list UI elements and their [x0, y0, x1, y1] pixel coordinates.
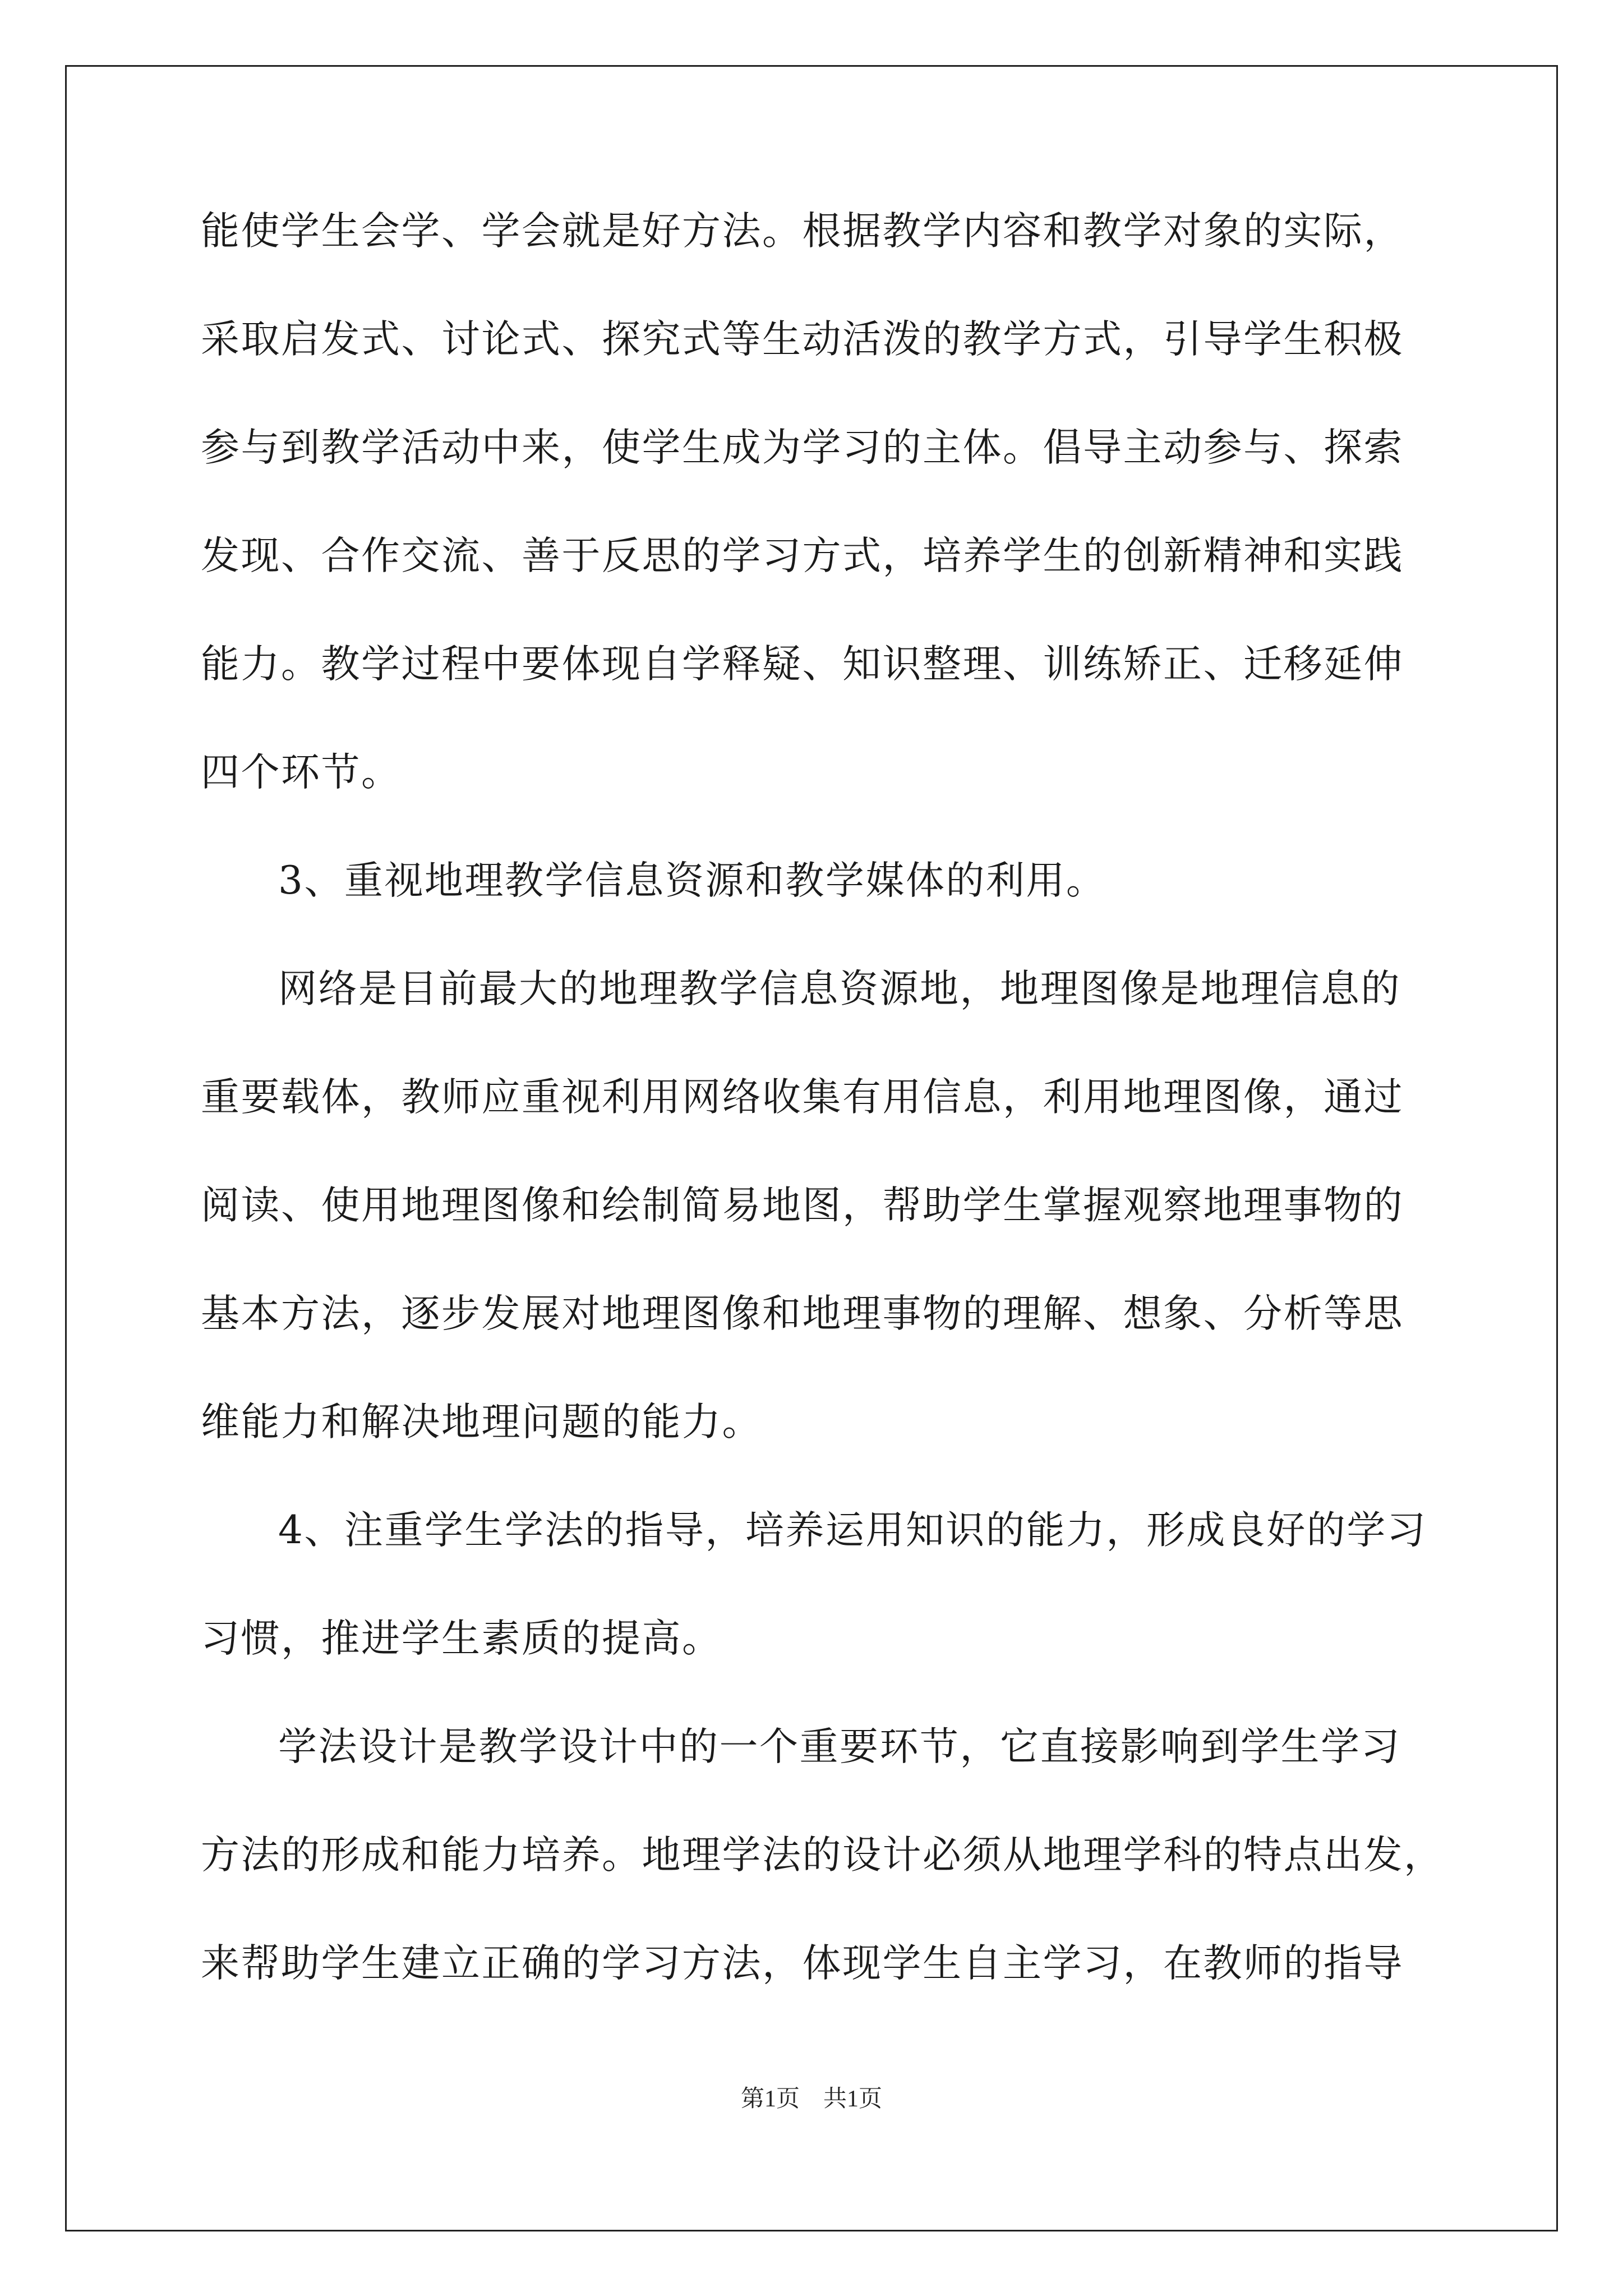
page-border	[65, 65, 1558, 2231]
text-line: 来帮助学生建立正确的学习方法，体现学生自主学习，在教师的指导	[201, 1941, 1404, 1986]
text-line: 能力。教学过程中要体现自学释疑、知识整理、训练矫正、迁移延伸	[201, 642, 1404, 687]
text-line: 采取启发式、讨论式、探究式等生动活泼的教学方式，引导学生积极	[201, 317, 1404, 362]
section-heading: 4、注重学生学法的指导，培养运用知识的能力，形成良好的学习	[278, 1508, 1427, 1553]
text-line: 能使学生会学、学会就是好方法。根据教学内容和教学对象的实际，	[201, 209, 1404, 254]
text-line: 习惯，推进学生素质的提高。	[201, 1616, 722, 1661]
text-line: 基本方法，逐步发展对地理图像和地理事物的理解、想象、分析等思	[201, 1291, 1404, 1336]
text-line: 学法设计是教学设计中的一个重要环节，它直接影响到学生学习	[278, 1724, 1401, 1769]
text-line: 发现、合作交流、善于反思的学习方式，培养学生的创新精神和实践	[201, 533, 1404, 578]
text-line: 参与到教学活动中来，使学生成为学习的主体。倡导主动参与、探索	[201, 425, 1404, 470]
text-line: 方法的形成和能力培养。地理学法的设计必须从地理学科的特点出发，	[201, 1833, 1444, 1878]
text-line: 网络是目前最大的地理教学信息资源地，地理图像是地理信息的	[278, 967, 1401, 1011]
text-line: 维能力和解决地理问题的能力。	[201, 1400, 762, 1444]
text-line: 阅读、使用地理图像和绘制简易地图，帮助学生掌握观察地理事物的	[201, 1183, 1404, 1228]
text-line: 重要载体，教师应重视利用网络收集有用信息，利用地理图像，通过	[201, 1075, 1404, 1120]
page-number: 第1页 共1页	[740, 2086, 882, 2112]
section-heading: 3、重视地理教学信息资源和教学媒体的利用。	[278, 858, 1106, 903]
text-line: 四个环节。	[201, 750, 402, 795]
